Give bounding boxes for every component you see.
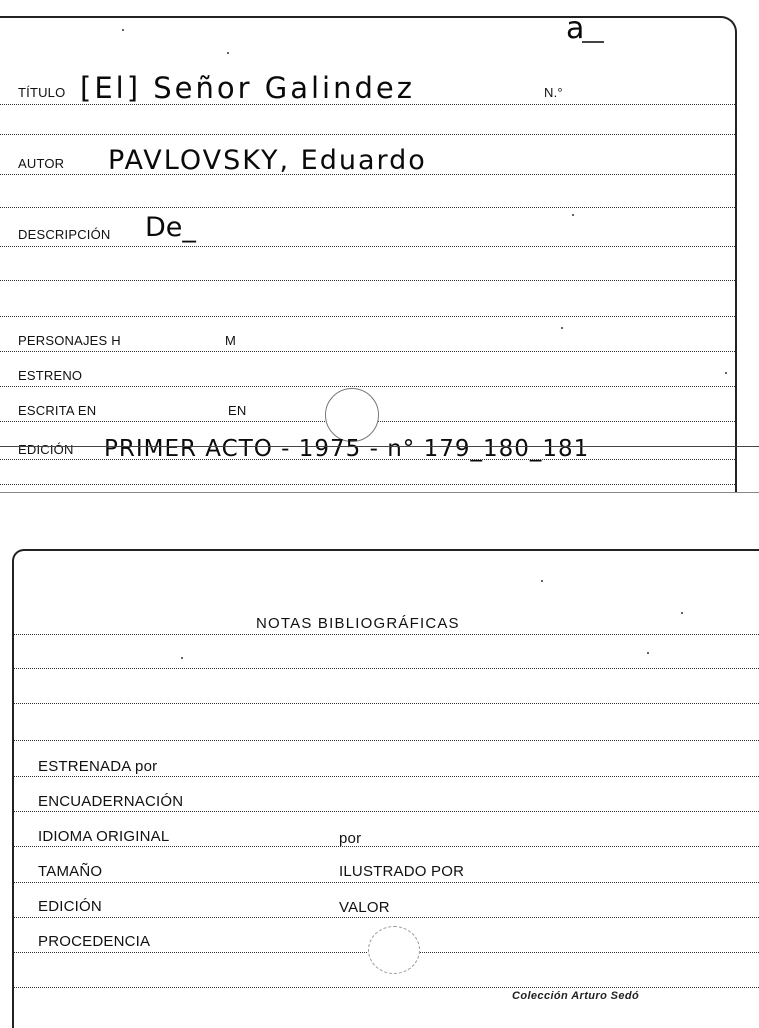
rule-bottom-top-card [0,484,737,485]
personajes-label: PERSONAJES H [18,333,121,348]
autor-label: AUTOR [18,156,65,171]
edicion-bottom-rule [14,917,759,918]
edicion-value: PRIMER ACTO - 1975 - n° 179_180_181 [104,436,590,462]
edicion-label: EDICIÓN [18,442,74,457]
titulo-label: TÍTULO [18,85,66,100]
rule-after-autor [0,207,737,208]
por-label: por [339,830,362,847]
valor-label: VALOR [339,899,390,916]
speck [227,52,229,54]
escrita-en-label: ESCRITA EN [18,403,97,418]
estreno-label: ESTRENO [18,368,83,383]
titulo-rule [0,104,737,105]
escrita-en-en-label: EN [228,403,247,418]
procedencia-label: PROCEDENCIA [38,933,151,950]
idioma-rule [14,846,759,847]
punch-hole-bottom [368,926,420,974]
descripcion-rule [0,246,737,247]
notas-line-3 [14,740,759,741]
estrenada-label: ESTRENADA por [38,758,158,775]
collection-credit: Colección Arturo Sedó [512,990,640,1002]
top-card-bottom-edge [0,492,759,493]
punch-hole-top [325,388,379,442]
titulo-value: [El] Señor Galindez [80,71,415,105]
notas-line-2 [14,703,759,704]
descripcion-label: DESCRIPCIÓN [18,227,111,242]
rule-blank-2 [0,316,737,317]
edicion-rule [0,459,737,460]
corner-mark: a [566,11,585,46]
last-rule [14,987,759,988]
notas-title: NOTAS BIBLIOGRÁFICAS [256,615,460,632]
edicion-label-bottom: EDICIÓN [38,898,102,915]
encuadernacion-rule [14,811,759,812]
edicion-strike [0,446,759,447]
rule-blank-1 [0,280,737,281]
notas-line-1 [14,668,759,669]
tamano-rule [14,882,759,883]
autor-value: PAVLOVSKY, Eduardo [108,145,427,176]
autor-rule [0,174,737,175]
ilustrado-por-label: ILUSTRADO POR [339,863,465,880]
notas-rule [14,634,759,635]
numero-label: N.° [544,85,563,100]
personajes-m-label: M [225,333,237,348]
corner-mark-stroke [582,41,604,43]
estrenada-rule [14,776,759,777]
idioma-original-label: IDIOMA ORIGINAL [38,828,170,845]
encuadernacion-label: ENCUADERNACIÓN [38,793,184,810]
speck [725,372,727,374]
tamano-label: TAMAÑO [38,863,103,880]
speck [572,214,574,216]
rule-after-titulo [0,134,737,135]
estreno-rule [0,386,737,387]
speck [561,327,563,329]
descripcion-value: De_ [145,212,196,243]
personajes-rule [0,351,737,352]
speck [122,29,124,31]
